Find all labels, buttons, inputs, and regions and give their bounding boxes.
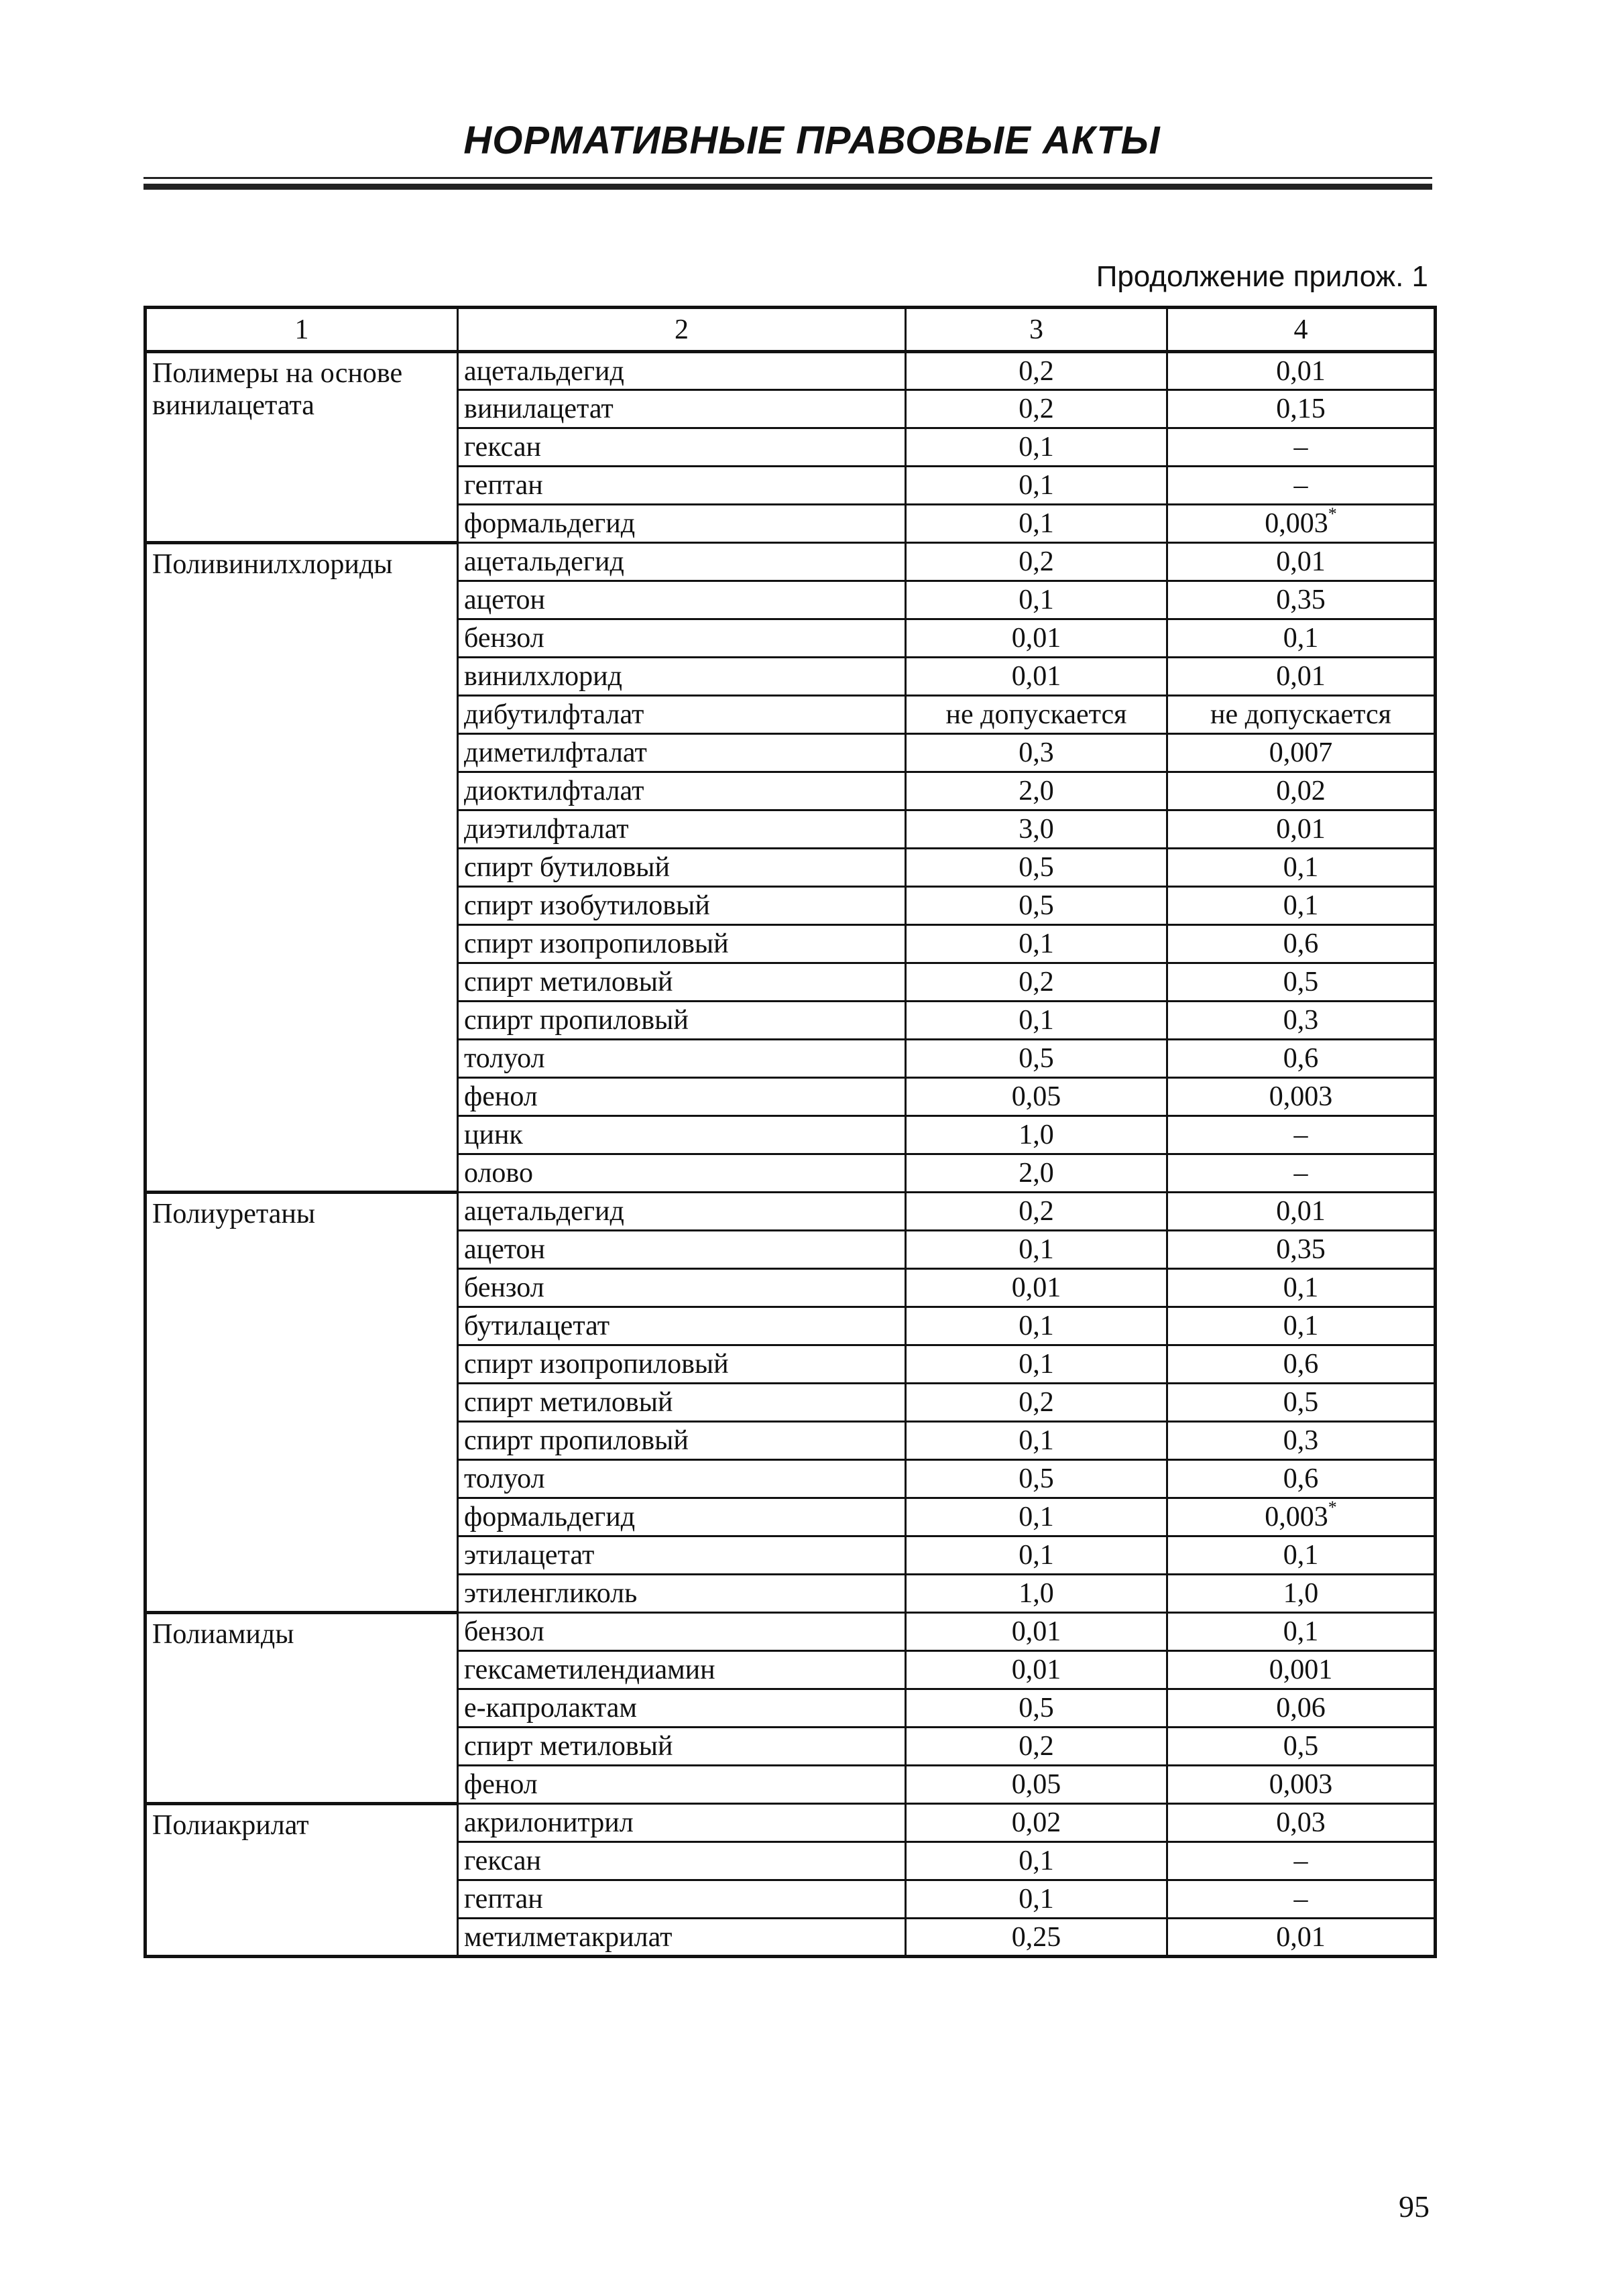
substance-cell: этилацетат: [458, 1536, 906, 1575]
column-4-value-cell: [1167, 428, 1436, 467]
column-4-value: 0,01: [1276, 1196, 1326, 1227]
column-4-value: 0,1: [1283, 852, 1319, 883]
column-4-value: 0,35: [1276, 585, 1326, 615]
header-rule: [143, 177, 1432, 179]
column-4-value: –: [1293, 1120, 1308, 1150]
column-3-value-cell: 0,1: [906, 1307, 1167, 1345]
column-3-value-cell: 0,25: [906, 1919, 1167, 1957]
substance-cell: спирт бутиловый: [458, 849, 906, 887]
column-3-value-cell: 0,5: [906, 849, 1167, 887]
column-4-value-cell: [1167, 1307, 1436, 1345]
column-4-value: 0,6: [1283, 1463, 1319, 1494]
column-3-value-cell: 0,02: [906, 1804, 1167, 1842]
column-4-value: 0,007: [1269, 737, 1333, 768]
column-3-value-cell: 0,5: [906, 887, 1167, 925]
column-4-value-cell: [1167, 1689, 1436, 1728]
substance-cell: этиленгликоль: [458, 1575, 906, 1613]
substance-cell: толуол: [458, 1040, 906, 1078]
column-4-value-cell: [1167, 849, 1436, 887]
column-4-value-cell: [1167, 505, 1436, 543]
column-3-value-cell: 0,2: [906, 1193, 1167, 1231]
substance-cell: акрилонитрил: [458, 1804, 906, 1842]
column-4-value: 0,03: [1276, 1807, 1326, 1838]
column-4-value: 0,6: [1283, 1349, 1319, 1380]
column-3-value-cell: 0,01: [906, 1269, 1167, 1307]
substance-cell: гексан: [458, 1842, 906, 1880]
column-3-value-cell: 0,05: [906, 1766, 1167, 1804]
substance-cell: ацетон: [458, 1231, 906, 1269]
column-4-value: 0,003: [1265, 508, 1328, 539]
column-3-value-cell: 0,5: [906, 1040, 1167, 1078]
column-4-value: 0,6: [1283, 1043, 1319, 1074]
column-4-value: 0,01: [1276, 546, 1326, 577]
column-4-value-cell: [1167, 1422, 1436, 1460]
column-4-value: 0,6: [1283, 928, 1319, 959]
substance-cell: цинк: [458, 1116, 906, 1154]
column-4-value-cell: [1167, 467, 1436, 505]
substance-cell: фенол: [458, 1078, 906, 1116]
column-4-value-cell: [1167, 1651, 1436, 1689]
substance-cell: спирт метиловый: [458, 1384, 906, 1422]
column-4-value: –: [1293, 1846, 1308, 1876]
column-header: 1: [146, 308, 458, 352]
polymer-group-cell: Полиакрилат: [146, 1804, 458, 1957]
column-3-value-cell: 0,05: [906, 1078, 1167, 1116]
column-4-value-cell: [1167, 1460, 1436, 1498]
column-3-value-cell: 0,1: [906, 505, 1167, 543]
column-4-value-cell: [1167, 1345, 1436, 1384]
column-3-value-cell: 0,1: [906, 1880, 1167, 1919]
table-row: [146, 1613, 1436, 1651]
column-3-value-cell: 0,5: [906, 1460, 1167, 1498]
column-4-value-cell: [1167, 887, 1436, 925]
table-row: [146, 1804, 1436, 1842]
column-4-value-cell: [1167, 658, 1436, 696]
column-3-value-cell: 0,1: [906, 1345, 1167, 1384]
column-3-value-cell: 0,2: [906, 390, 1167, 428]
column-4-value: 0,003: [1269, 1769, 1333, 1800]
polymer-group-cell: Полиамиды: [146, 1613, 458, 1804]
column-4-value: 0,15: [1276, 394, 1326, 424]
column-4-value: 0,06: [1276, 1693, 1326, 1724]
column-3-value-cell: 0,1: [906, 1842, 1167, 1880]
substance-cell: бутилацетат: [458, 1307, 906, 1345]
substance-cell: бензол: [458, 619, 906, 658]
column-3-value-cell: 1,0: [906, 1116, 1167, 1154]
column-4-value-cell: [1167, 1919, 1436, 1957]
column-4-value: 0,5: [1283, 967, 1319, 998]
substance-cell: диоктилфталат: [458, 772, 906, 810]
column-3-value-cell: 0,3: [906, 734, 1167, 772]
substance-cell: дибутилфталат: [458, 696, 906, 734]
substance-cell: спирт пропиловый: [458, 1422, 906, 1460]
substance-cell: гептан: [458, 467, 906, 505]
column-4-value: –: [1293, 470, 1308, 501]
substance-cell: диэтилфталат: [458, 810, 906, 849]
column-4-value-cell: [1167, 1154, 1436, 1193]
column-4-value: 0,5: [1283, 1731, 1319, 1762]
column-4-value-cell: [1167, 772, 1436, 810]
substance-cell: спирт метиловый: [458, 963, 906, 1002]
column-4-value: 0,01: [1276, 814, 1326, 845]
column-4-value: 0,3: [1283, 1005, 1319, 1036]
substance-cell: гексаметилендиамин: [458, 1651, 906, 1689]
polymer-group-cell: Полиуретаны: [146, 1193, 458, 1613]
column-3-value-cell: 0,1: [906, 1498, 1167, 1536]
column-4-value-cell: [1167, 390, 1436, 428]
substance-cell: формальдегид: [458, 1498, 906, 1536]
column-3-value-cell: 0,1: [906, 1422, 1167, 1460]
substance-cell: спирт метиловый: [458, 1728, 906, 1766]
column-4-value-cell: [1167, 1728, 1436, 1766]
column-header: 3: [906, 308, 1167, 352]
column-4-value: 0,1: [1283, 1540, 1319, 1571]
column-3-value-cell: 0,2: [906, 1728, 1167, 1766]
column-4-value: 0,003: [1265, 1502, 1328, 1532]
column-header: 2: [458, 308, 906, 352]
column-4-value: 0,01: [1276, 661, 1326, 692]
table-header-row: [146, 308, 1436, 352]
substance-cell: бензол: [458, 1613, 906, 1651]
polymer-group-cell: Поливинилхлориды: [146, 543, 458, 1193]
column-4-value-cell: [1167, 1880, 1436, 1919]
substance-cell: е-капролактам: [458, 1689, 906, 1728]
column-4-value: 0,1: [1283, 890, 1319, 921]
column-4-value-cell: [1167, 1536, 1436, 1575]
column-3-value-cell: 0,2: [906, 963, 1167, 1002]
substance-cell: гептан: [458, 1880, 906, 1919]
column-4-value: 0,1: [1283, 1272, 1319, 1303]
substance-cell: спирт изобутиловый: [458, 887, 906, 925]
column-4-value-cell: [1167, 734, 1436, 772]
substance-cell: спирт изопропиловый: [458, 925, 906, 963]
substance-cell: олово: [458, 1154, 906, 1193]
column-3-value-cell: 0,1: [906, 581, 1167, 619]
column-3-value-cell: 2,0: [906, 772, 1167, 810]
column-4-value-cell: [1167, 1040, 1436, 1078]
column-4-value: 0,001: [1269, 1654, 1333, 1685]
column-4-value-cell: [1167, 810, 1436, 849]
substance-cell: формальдегид: [458, 505, 906, 543]
column-4-value: 0,003: [1269, 1081, 1333, 1112]
column-3-value-cell: 0,2: [906, 1384, 1167, 1422]
column-3-value-cell: 0,1: [906, 925, 1167, 963]
substance-cell: диметилфталат: [458, 734, 906, 772]
table-row: [146, 1193, 1436, 1231]
column-4-value: 0,35: [1276, 1234, 1326, 1265]
column-3-value-cell: 0,01: [906, 1613, 1167, 1651]
substance-cell: толуол: [458, 1460, 906, 1498]
column-4-value-cell: [1167, 1804, 1436, 1842]
column-4-value-cell: [1167, 1613, 1436, 1651]
substance-cell: спирт пропиловый: [458, 1002, 906, 1040]
column-4-value-cell: [1167, 696, 1436, 734]
footnote-mark: *: [1328, 504, 1337, 524]
substances-table: [143, 306, 1437, 1958]
column-3-value-cell: 0,1: [906, 428, 1167, 467]
column-4-value-cell: [1167, 352, 1436, 390]
column-4-value: 0,1: [1283, 623, 1319, 654]
column-3-value-cell: 0,01: [906, 658, 1167, 696]
column-4-value-cell: [1167, 1116, 1436, 1154]
column-3-value-cell: 0,2: [906, 352, 1167, 390]
column-4-value-cell: [1167, 1269, 1436, 1307]
column-4-value-cell: [1167, 963, 1436, 1002]
footnote-mark: *: [1328, 1498, 1337, 1517]
column-3-value-cell: 0,5: [906, 1689, 1167, 1728]
column-4-value: 0,5: [1283, 1387, 1319, 1418]
column-3-value-cell: 0,1: [906, 467, 1167, 505]
substance-cell: ацетон: [458, 581, 906, 619]
column-4-value: 1,0: [1283, 1578, 1319, 1609]
column-3-value-cell: не допускается: [906, 696, 1167, 734]
substance-cell: ацетальдегид: [458, 1193, 906, 1231]
column-3-value-cell: 1,0: [906, 1575, 1167, 1613]
column-4-value: 0,01: [1276, 1921, 1326, 1953]
substance-cell: винилхлорид: [458, 658, 906, 696]
continuation-note: Продолжение прилож. 1: [1096, 260, 1428, 293]
table-row: [146, 352, 1436, 390]
column-3-value-cell: 0,01: [906, 619, 1167, 658]
column-4-value-cell: [1167, 1231, 1436, 1269]
column-4-value-cell: [1167, 543, 1436, 581]
column-4-value: –: [1293, 1884, 1308, 1915]
polymer-group-cell: Полимеры на основе винилацетата: [146, 352, 458, 543]
header-rule-thick: [143, 184, 1432, 190]
substance-cell: ацетальдегид: [458, 352, 906, 390]
section-title: НОРМАТИВНЫЕ ПРАВОВЫЕ АКТЫ: [463, 119, 1161, 162]
column-4-value: 0,02: [1276, 776, 1326, 806]
column-4-value-cell: [1167, 1193, 1436, 1231]
column-4-value: 0,01: [1276, 355, 1326, 387]
column-4-value: –: [1293, 432, 1308, 463]
table-row: [146, 543, 1436, 581]
column-3-value-cell: 0,1: [906, 1002, 1167, 1040]
column-4-value-cell: [1167, 581, 1436, 619]
column-3-value-cell: 3,0: [906, 810, 1167, 849]
column-4-value-cell: [1167, 1002, 1436, 1040]
column-4-value-cell: [1167, 1384, 1436, 1422]
column-3-value-cell: 0,2: [906, 543, 1167, 581]
column-4-value: –: [1293, 1158, 1308, 1189]
column-4-value-cell: [1167, 1766, 1436, 1804]
column-3-value-cell: 0,1: [906, 1231, 1167, 1269]
substance-cell: метилметакрилат: [458, 1919, 906, 1957]
table-body: [146, 352, 1436, 1957]
column-3-value-cell: 0,01: [906, 1651, 1167, 1689]
column-4-value: 0,3: [1283, 1425, 1319, 1456]
column-4-value-cell: [1167, 1842, 1436, 1880]
substance-cell: бензол: [458, 1269, 906, 1307]
substance-cell: фенол: [458, 1766, 906, 1804]
substance-cell: спирт изопропиловый: [458, 1345, 906, 1384]
column-4-value: 0,1: [1283, 1311, 1319, 1341]
substance-cell: ацетальдегид: [458, 543, 906, 581]
page-number: 95: [1399, 2189, 1430, 2224]
column-4-value-cell: [1167, 1575, 1436, 1613]
column-4-value-cell: [1167, 1078, 1436, 1116]
substance-cell: винилацетат: [458, 390, 906, 428]
column-3-value-cell: 2,0: [906, 1154, 1167, 1193]
column-4-value: не допускается: [1210, 699, 1391, 730]
column-4-value-cell: [1167, 925, 1436, 963]
column-header: 4: [1167, 308, 1436, 352]
column-3-value-cell: 0,1: [906, 1536, 1167, 1575]
substance-cell: гексан: [458, 428, 906, 467]
column-4-value: 0,1: [1283, 1616, 1319, 1647]
column-4-value-cell: [1167, 619, 1436, 658]
column-4-value-cell: [1167, 1498, 1436, 1536]
